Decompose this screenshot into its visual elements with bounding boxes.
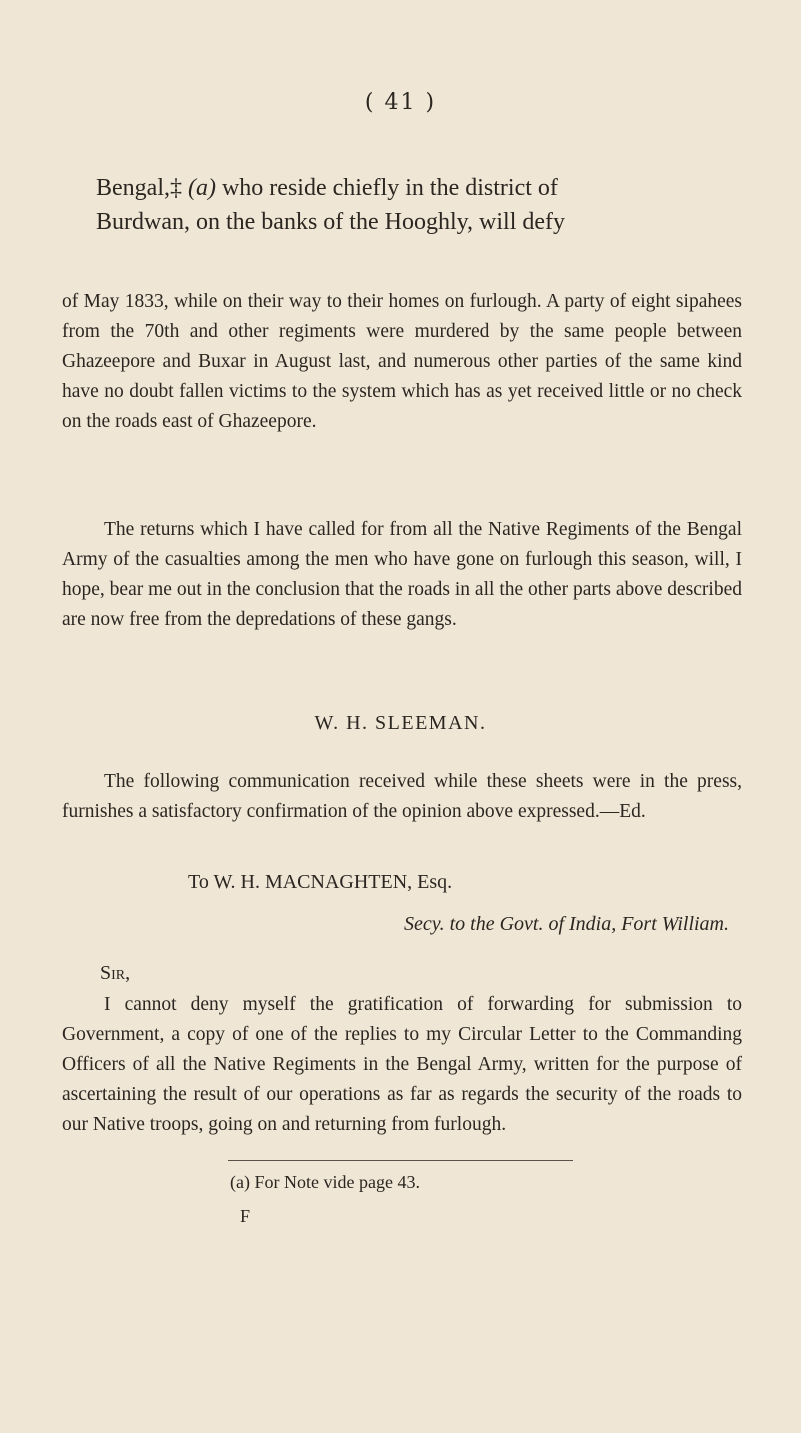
lead-line-1-start: Bengal,‡ (96, 175, 188, 201)
secretary-line: Secy. to the Govt. of India, Fort William. (404, 913, 729, 935)
lead-line-2: Burdwan, on the banks of the Hooghly, will defy (96, 209, 566, 235)
signature: W. H. SLEEMAN. (314, 712, 487, 734)
paragraph-3-text: The following communication received while these sheets were in the press, furnishes a satisfactory confirmation of the opinion above expressed.—Ed. (62, 771, 742, 822)
signature-mark: F (240, 1206, 251, 1226)
paragraph-2-text: The returns which I have called for from all the Native Regiments of the Bengal Army of the casualties among the men who have gone on furlough this season, will, I hope, bear me out in the conclusion that the roads in all the other parts above described are now free from the depredations of these gangs. (62, 519, 742, 630)
note-marker: (a) (187, 175, 216, 201)
paragraph-3 (62, 767, 742, 827)
footnote-rule (228, 1160, 573, 1161)
paragraph-2 (62, 515, 742, 635)
lead-line-1 (96, 172, 736, 204)
page-number: ( 41 ) (364, 90, 437, 115)
salutation: Sir, (100, 962, 131, 984)
paragraph-1 (62, 287, 742, 437)
paragraph-4 (62, 990, 742, 1140)
address-line: To W. H. MACNAGHTEN, Esq. (188, 871, 453, 893)
footnote: (a) For Note vide page 43. (230, 1172, 420, 1192)
paragraph-1-text: of May 1833, while on their way to their homes on furlough. A party of eight sipahees from the 70th and other regiments were murdered by the same people between Ghazeepore and Buxar in August last, and numerous other parties of the same kind have no doubt fallen victims to the system which has as yet received little or no check on the roads east of Ghazeepore. (62, 291, 742, 432)
paragraph-4-text: I cannot deny myself the gratification of forwarding for submission to Government, a copy of one of the replies to my Circular Letter to the Commanding Officers of all the Native Regiments in the Bengal Army, written for the purpose of ascertaining the result of our operations as far as regards the security of the roads to our Native troops, going on and returning from furlough. (62, 994, 742, 1135)
lead-line-1-end: who reside chiefly in the district of (215, 175, 558, 201)
